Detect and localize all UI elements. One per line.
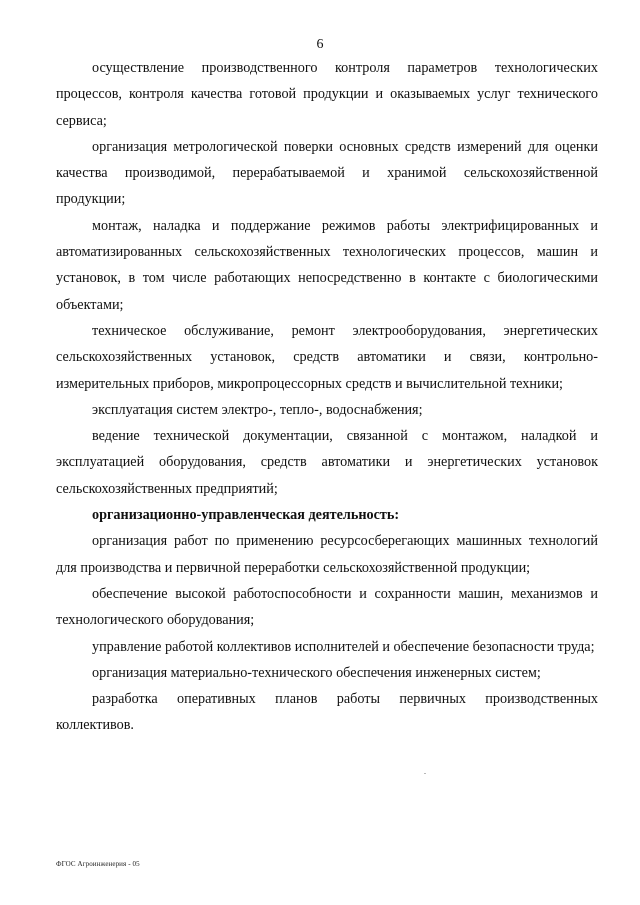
document-body xyxy=(56,55,598,739)
paragraph-utility-systems: эксплуатация систем электро-, тепло-, водоснабжения; xyxy=(92,401,423,418)
paragraph-team-management: управление работой коллективов исполнителей и обеспечение безопасности труда; xyxy=(92,638,595,655)
footer-standard-code: ФГОС Агроинженерия - 05 xyxy=(56,860,140,868)
paragraph-maintenance-repair: техническое обслуживание, ремонт электрооборудования, энергетических сельскохозяйственных установок, средств автоматики и связи, контрольно-измерительных приборов, микропроцессорных средств и вычислительной техники; xyxy=(56,322,598,392)
scan-speck xyxy=(424,773,426,774)
page-number: 6 xyxy=(316,37,324,52)
section-heading-management: организационно-управленческая деятельность: xyxy=(92,507,400,524)
paragraph-material-supply: организация материально-технического обеспечения инженерных систем; xyxy=(92,664,541,681)
paragraph-metrological-verification: организация метрологической поверки основных средств измерений для оценки качества производимой, перерабатываемой и хранимой сельскохозяйственной продукции; xyxy=(56,138,598,208)
paragraph-operational-plans: разработка оперативных планов работы первичных производственных коллективов. xyxy=(56,691,598,734)
paragraph-resource-saving: организация работ по применению ресурсосберегающих машинных технологий для производства и первичной переработки сельскохозяйственной продукции; xyxy=(56,533,598,576)
paragraph-technical-documentation: ведение технической документации, связанной с монтажом, наладкой и эксплуатацией оборудования, средств автоматики и энергетических установок сельскохозяйственных предприятий; xyxy=(56,428,598,497)
paragraph-machine-reliability: обеспечение высокой работоспособности и сохранности машин, механизмов и технологического оборудования; xyxy=(56,585,598,629)
paragraph-installation-adjustment: монтаж, наладка и поддержание режимов работы электрифицированных и автоматизированных сельскохозяйственных технологических процессов, машин и установок, в том числе работающих непосредственно в контакте с биологическими объектами; xyxy=(56,217,598,313)
paragraph-production-control: осуществление производственного контроля параметров технологических процессов, контроля качества готовой продукции и оказываемых услуг технического сервиса; xyxy=(56,60,598,129)
